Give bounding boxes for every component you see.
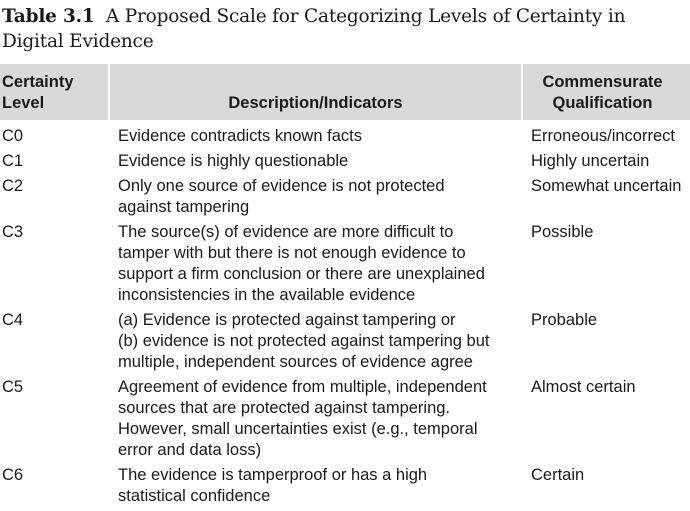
certainty-level-cell: C3 xyxy=(2,223,24,241)
certainty-scale-table xyxy=(0,64,690,511)
qualification-cell: Certain xyxy=(531,466,585,484)
description-line: statistical confidence xyxy=(118,487,271,505)
qualification-cell: Almost certain xyxy=(531,378,636,396)
certainty-level-cell: C6 xyxy=(2,466,24,484)
description-line: However, small uncertainties exist (e.g., temporal xyxy=(118,420,478,438)
description-cell xyxy=(109,222,522,310)
table-row xyxy=(0,222,690,310)
description-cell xyxy=(109,377,522,465)
header-row xyxy=(0,64,690,120)
qualification-cell: Highly uncertain xyxy=(531,152,650,170)
table-row xyxy=(0,120,690,151)
description-line: The source(s) of evidence are more difficult to xyxy=(118,223,454,241)
table-body xyxy=(0,120,690,511)
description-line: Evidence contradicts known facts xyxy=(118,127,362,145)
description-line: Evidence is highly questionable xyxy=(118,152,349,170)
certainty-level-cell: C4 xyxy=(2,311,24,329)
header-description: Description/Indicators xyxy=(109,64,522,120)
description-line: sources that are protected against tampering. xyxy=(118,399,451,417)
qualification-cell: Somewhat uncertain xyxy=(531,177,682,195)
description-cell xyxy=(109,151,522,176)
caption-title-part-2: Digital Evidence xyxy=(2,31,154,52)
caption-label: Table 3.1 xyxy=(2,6,95,27)
table-header xyxy=(0,64,690,120)
table-caption xyxy=(2,4,688,54)
certainty-level-cell: C0 xyxy=(2,127,24,145)
table-row xyxy=(0,377,690,465)
header-certainty-level: Certainty Level xyxy=(0,64,109,120)
header-qualification: Commensurate Qualification xyxy=(522,64,690,120)
description-line: support a firm conclusion or there are unexplained xyxy=(118,265,485,283)
qualification-cell: Erroneous/incorrect xyxy=(531,127,675,145)
table-row xyxy=(0,176,690,222)
description-line: error and data loss) xyxy=(118,441,262,459)
table-row xyxy=(0,151,690,176)
description-cell xyxy=(109,176,522,222)
description-line: The evidence is tamperproof or has a high xyxy=(118,466,428,484)
description-line: tamper with but there is not enough evidence to xyxy=(118,244,466,262)
certainty-level-cell: C5 xyxy=(2,378,24,396)
table-row xyxy=(0,465,690,511)
description-line: against tampering xyxy=(118,198,250,216)
description-line: inconsistencies in the available evidence xyxy=(118,286,416,304)
caption-line-1 xyxy=(2,4,688,29)
certainty-level-cell: C2 xyxy=(2,177,24,195)
table-row xyxy=(0,310,690,377)
description-line: multiple, independent sources of evidence agree xyxy=(118,353,473,371)
qualification-cell: Possible xyxy=(531,223,594,241)
certainty-level-cell: C1 xyxy=(2,152,24,170)
caption-title-part-1: A Proposed Scale for Categorizing Levels of Certainty in xyxy=(105,6,626,27)
description-line: Only one source of evidence is not protected xyxy=(118,177,445,195)
qualification-cell: Probable xyxy=(531,311,598,329)
description-cell xyxy=(109,465,522,511)
description-cell xyxy=(109,120,522,151)
description-line: (a) Evidence is protected against tampering or xyxy=(118,311,456,329)
description-cell xyxy=(109,310,522,377)
description-line: Agreement of evidence from multiple, independent xyxy=(118,378,487,396)
description-line: (b) evidence is not protected against tampering but xyxy=(118,332,490,350)
